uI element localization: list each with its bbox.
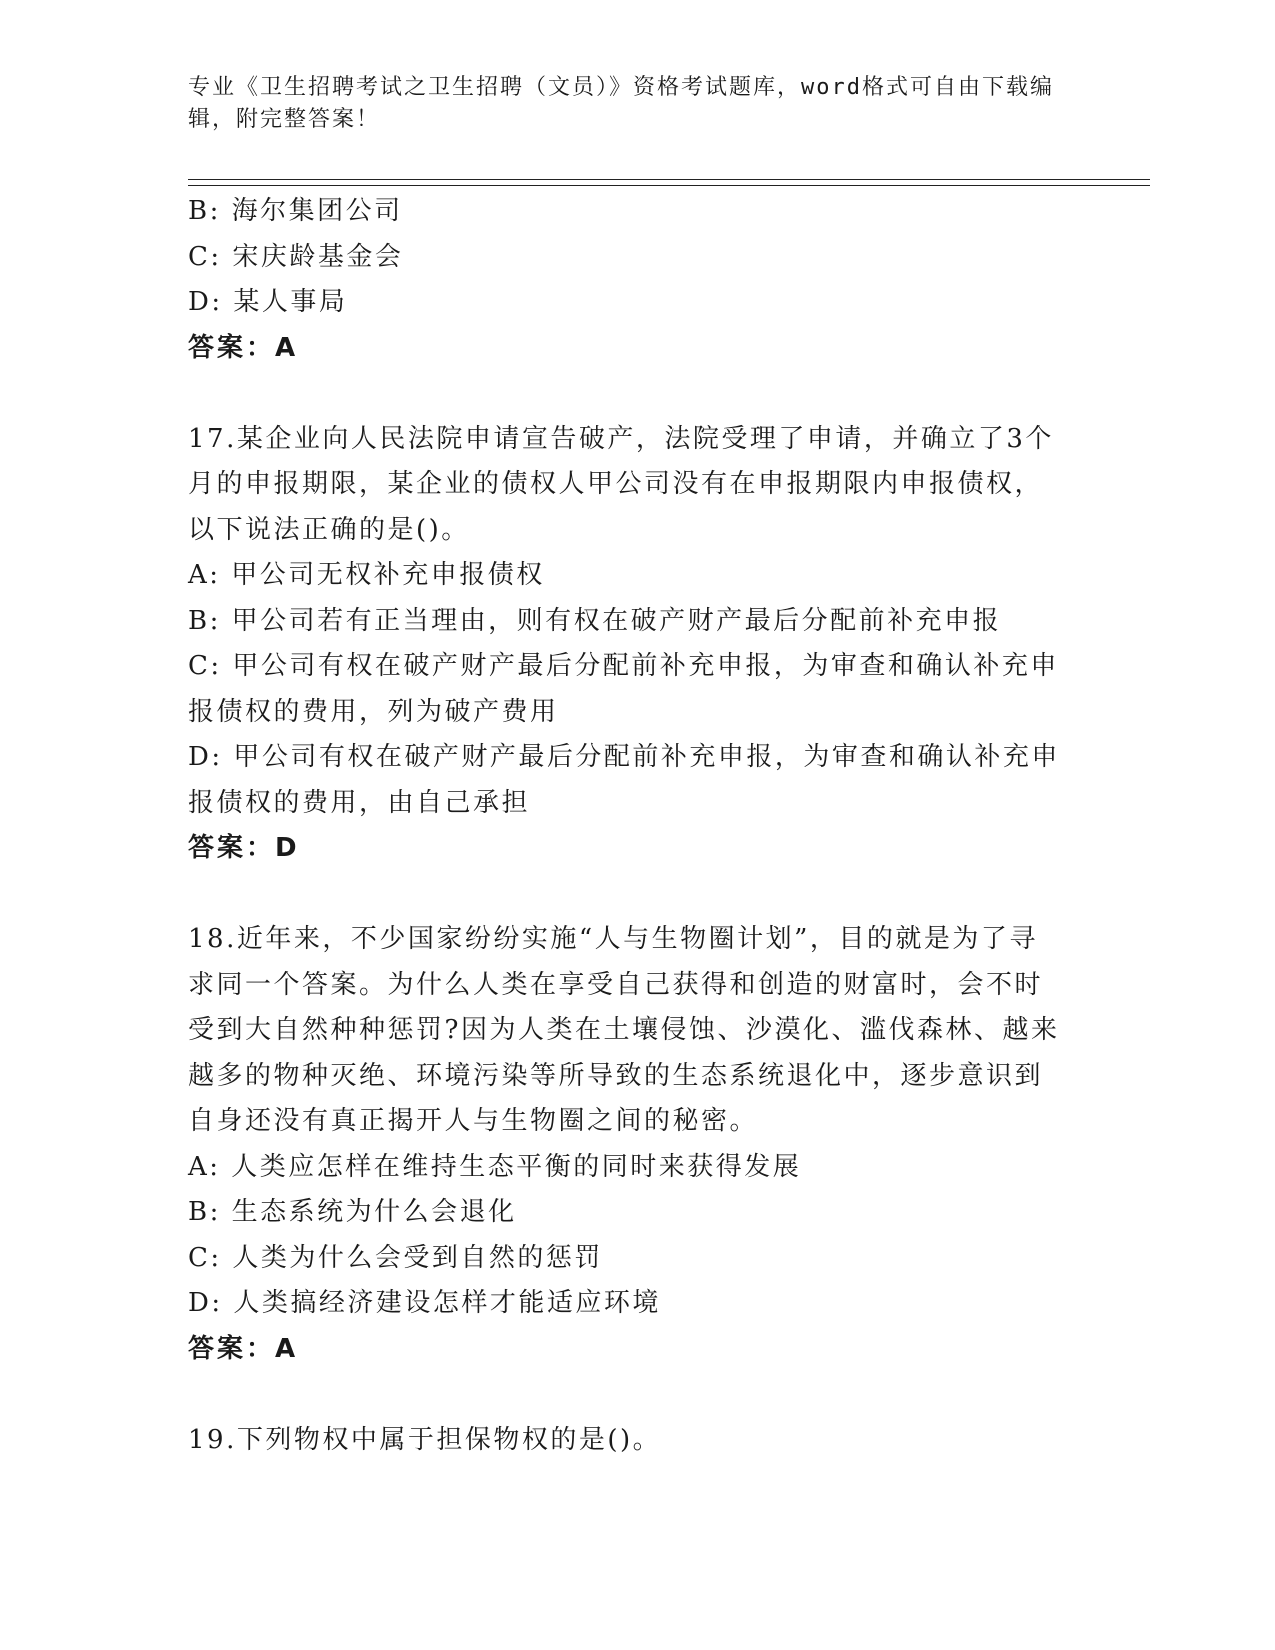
option-d-continued: 报债权的费用，由自己承担 (188, 787, 531, 818)
document-body (188, 189, 1088, 1463)
option-d: D: 人类搞经济建设怎样才能适应环境 (188, 1288, 661, 1318)
option-b: B: 甲公司若有正当理由，则有权在破产财产最后分配前补充申报 (188, 605, 1002, 636)
question-text-line: 月的申报期限，某企业的债权人甲公司没有在申报期限内申报债权， (188, 469, 1044, 499)
question-text-line: 自身还没有真正揭开人与生物圈之间的秘密。 (188, 1106, 759, 1136)
option-c: C: 甲公司有权在破产财产最后分配前补充申报，为审查和确认补充申 (188, 651, 1059, 681)
question-text-line: 越多的物种灭绝、环境污染等所导致的生态系统退化中，逐步意识到 (188, 1060, 1044, 1091)
header-rule-top (188, 179, 1150, 180)
question-text-line: 以下说法正确的是()。 (188, 514, 470, 545)
spacer (188, 371, 1088, 417)
answer-line: 答案：A (188, 1333, 299, 1364)
spacer (188, 1372, 1088, 1418)
question-text-line: 19.下列物权中属于担保物权的是()。 (188, 1424, 662, 1455)
option-c: C: 人类为什么会受到自然的惩罚 (188, 1242, 603, 1273)
question-17 (188, 417, 1088, 872)
answer-line: 答案：D (188, 833, 300, 863)
question-18 (188, 917, 1088, 1372)
option-c-continued: 报债权的费用，列为破产费用 (188, 696, 559, 727)
option-d: D: 甲公司有权在破产财产最后分配前补充申报，为审查和确认补充申 (188, 742, 1060, 772)
option-a: A: 人类应怎样在维持生态平衡的同时来获得发展 (188, 1151, 802, 1182)
option-b: B: 生态系统为什么会退化 (188, 1197, 517, 1227)
question-text-line: 受到大自然种种惩罚?因为人类在土壤侵蚀、沙漠化、滥伐森林、越来 (188, 1015, 1060, 1045)
header-rule-bottom (188, 185, 1150, 186)
question-text-line: 求同一个答案。为什么人类在享受自己获得和创造的财富时，会不时 (188, 969, 1044, 1000)
option-a: A: 甲公司无权补充申报债权 (188, 560, 545, 590)
question-text-line: 18.近年来，不少国家纷纷实施“人与生物圈计划”，目的就是为了寻 (188, 924, 1038, 954)
question-19 (188, 1418, 1088, 1464)
question-16 (188, 189, 1088, 371)
question-text-line: 17.某企业向人民法院申请宣告破产，法院受理了申请，并确立了3个 (188, 423, 1054, 454)
option-c: C: 宋庆龄基金会 (188, 241, 404, 272)
header-text: 专业《卫生招聘考试之卫生招聘（文员）》资格考试题库，word格式可自由下载编辑，附完整答案！ (188, 75, 1054, 132)
answer-line: 答案：A (188, 332, 299, 363)
spacer (188, 872, 1088, 918)
option-b: B: 海尔集团公司 (188, 196, 403, 226)
option-d: D: 某人事局 (188, 287, 348, 317)
document-header (188, 72, 1068, 136)
